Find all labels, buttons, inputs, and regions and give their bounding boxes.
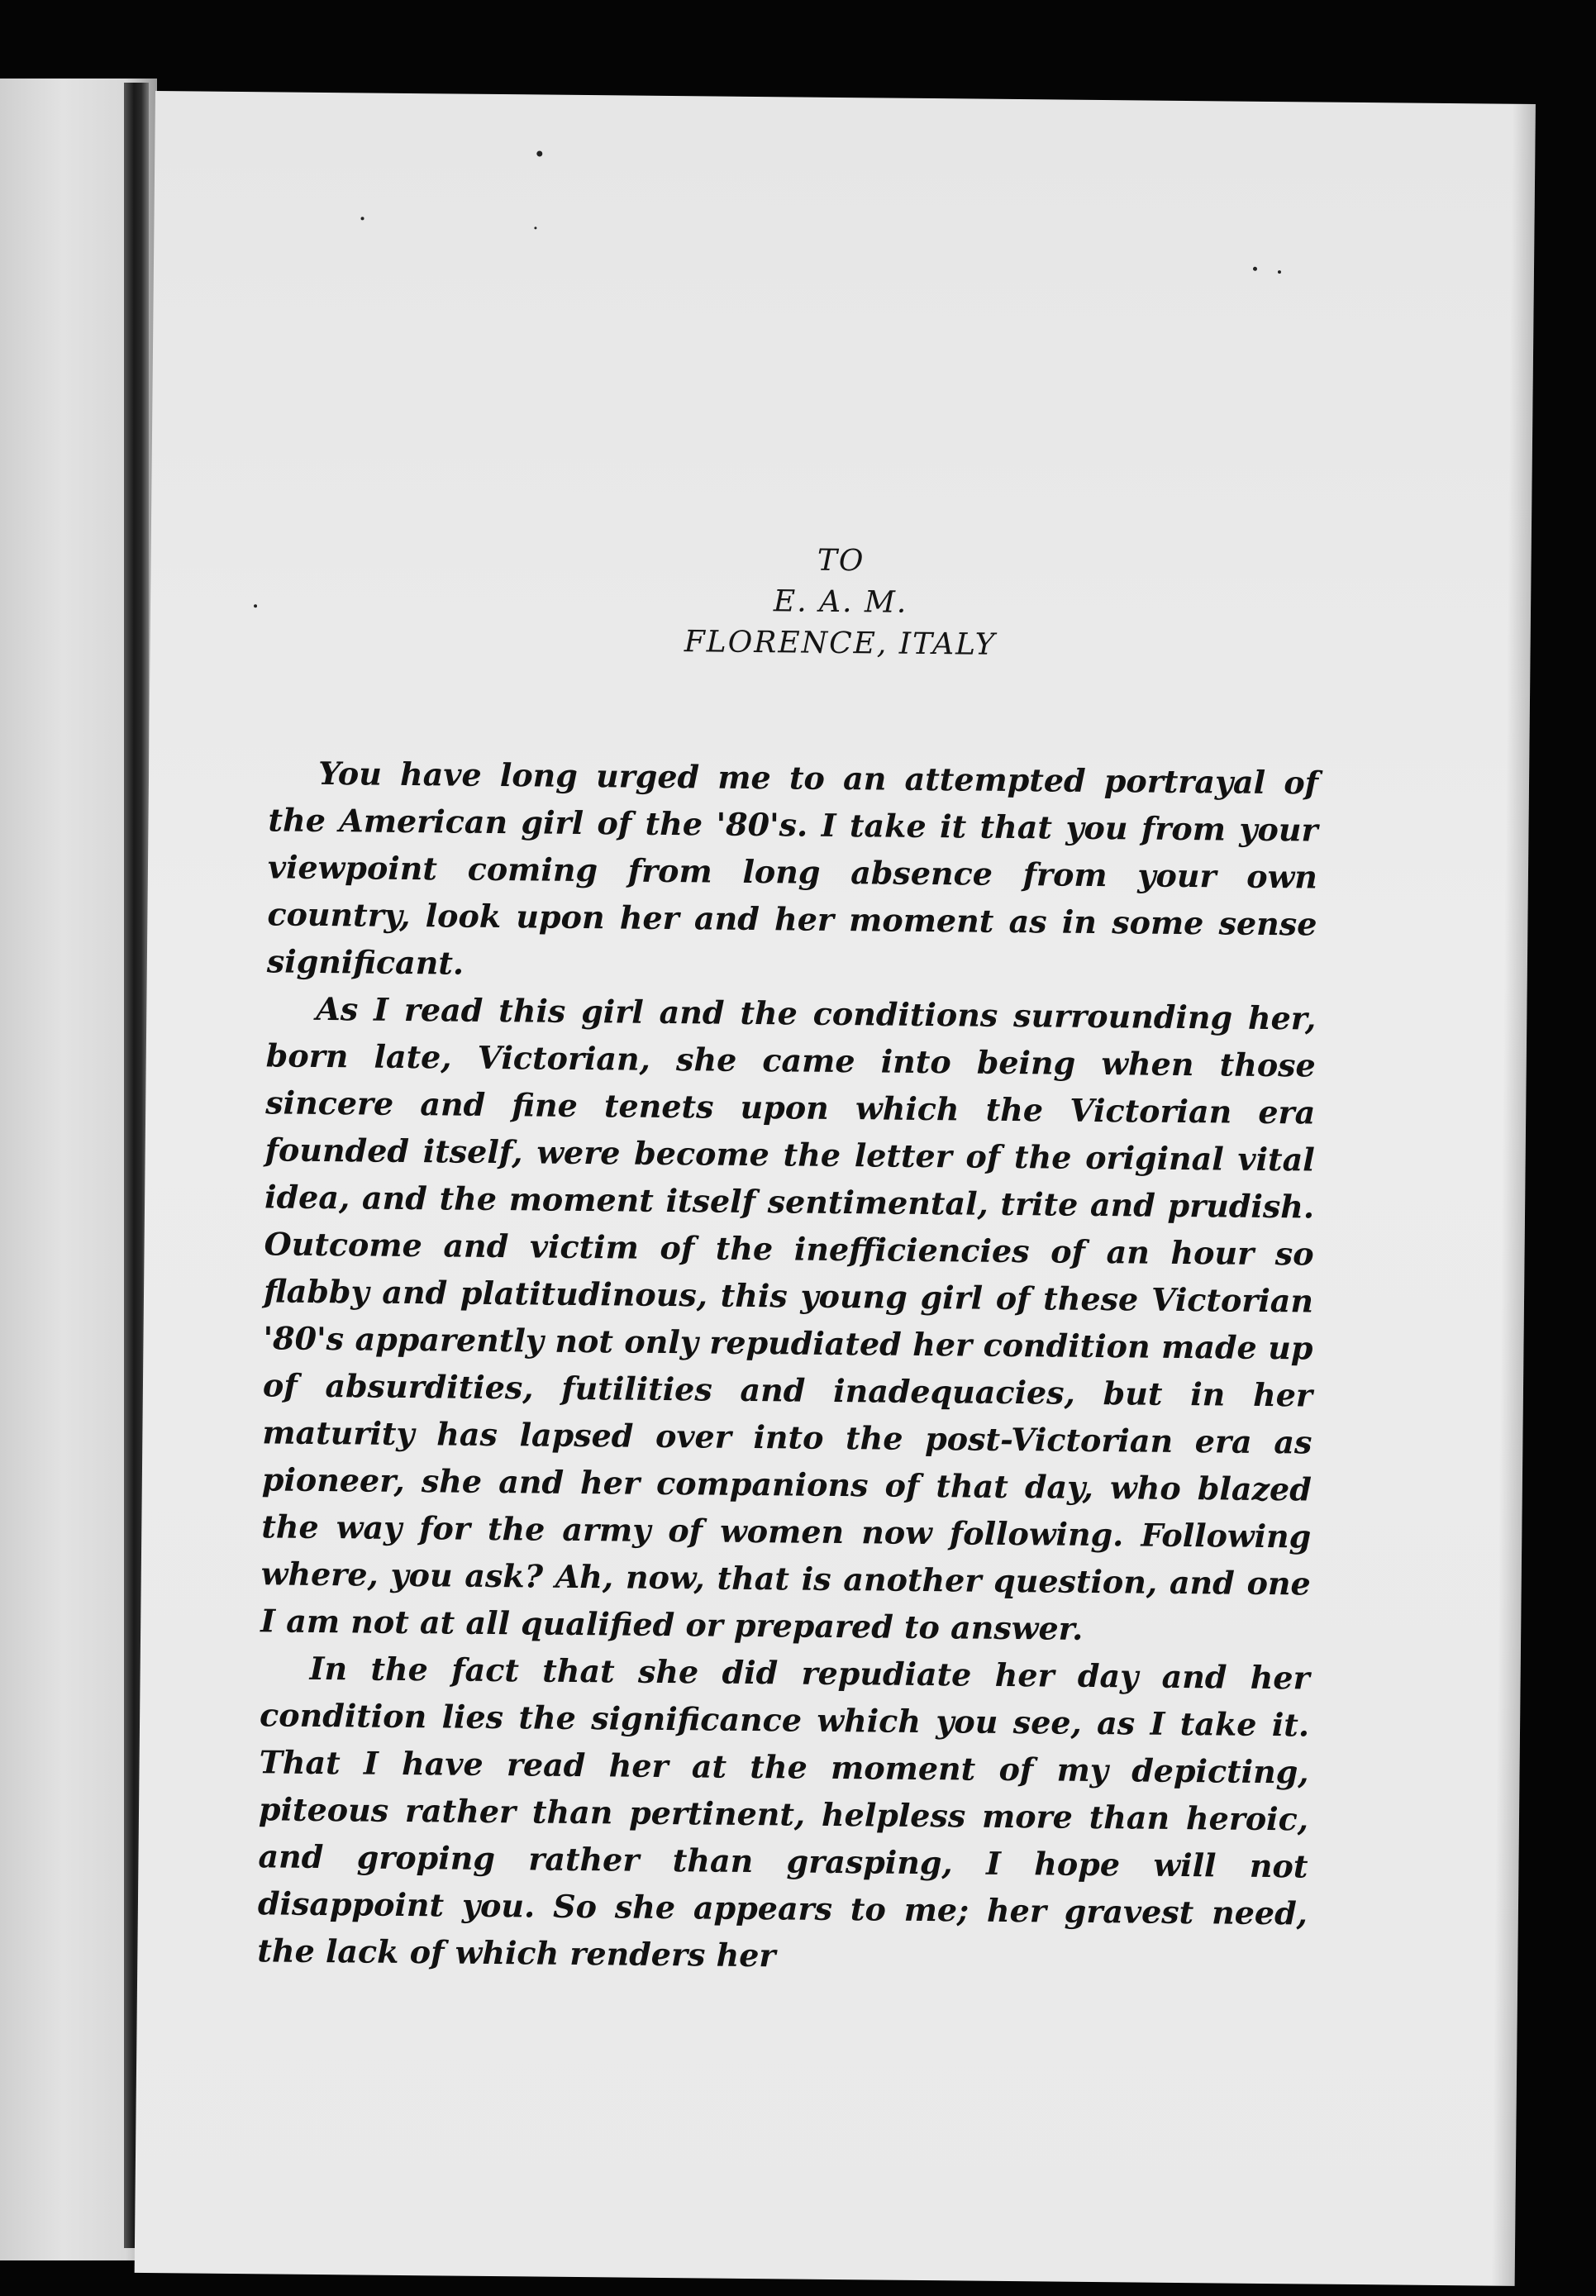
ink-speck — [361, 217, 364, 220]
ink-speck — [1278, 270, 1281, 274]
page-edge-shadow — [1492, 104, 1536, 2286]
paragraph: In the fact that she did repudiate her day and her condition lies the significance which you see, as I take it. That I have read her at the moment of my depicting, piteous rather than pertinent, helpless more than heroic, and groping rather than grasping, I hope will not disappoint you. So she appears to me; her gravest need, the lack of which renders her — [257, 1649, 1310, 1974]
dedication-initials: E. A. M. — [773, 584, 908, 620]
paragraph: You have long urged me to an attempted portrayal of the American girl of the '80's. I take it that you from your viewpoint coming from long absence from your own country, look upon her and her moment as in some sense significant. — [266, 754, 1319, 982]
ink-speck — [534, 226, 536, 229]
ink-speck — [536, 150, 542, 156]
dedication-letter — [257, 749, 1318, 1984]
dedication-place: FLORENCE, ITALY — [684, 625, 997, 662]
paragraph: As I read this girl and the conditions surrounding her, born late, Victorian, she came into being when those sincere and fine tenets upon which the Victorian era founded itself, were become the letter of the original vital idea, and the moment itself sentimental, trite and prudish. Outcome and victim of the inefficiencies of an hour so flabby and platitudinous, this young girl of these Victorian '80's apparently not only repudiated her condition made up of absurdities, futilities and inadequacies, but in her maturity has lapsed over into the post-Victorian era as pioneer, she and her companions of that day, who blazed the way for the army of women now following. Following where, you ask? Ah, now, that is another question, and one I am not at all qualified or prepared to answer. — [260, 989, 1317, 1647]
ink-speck — [1253, 267, 1257, 271]
dedication-to: TO — [817, 543, 865, 579]
book-page — [135, 91, 1536, 2286]
